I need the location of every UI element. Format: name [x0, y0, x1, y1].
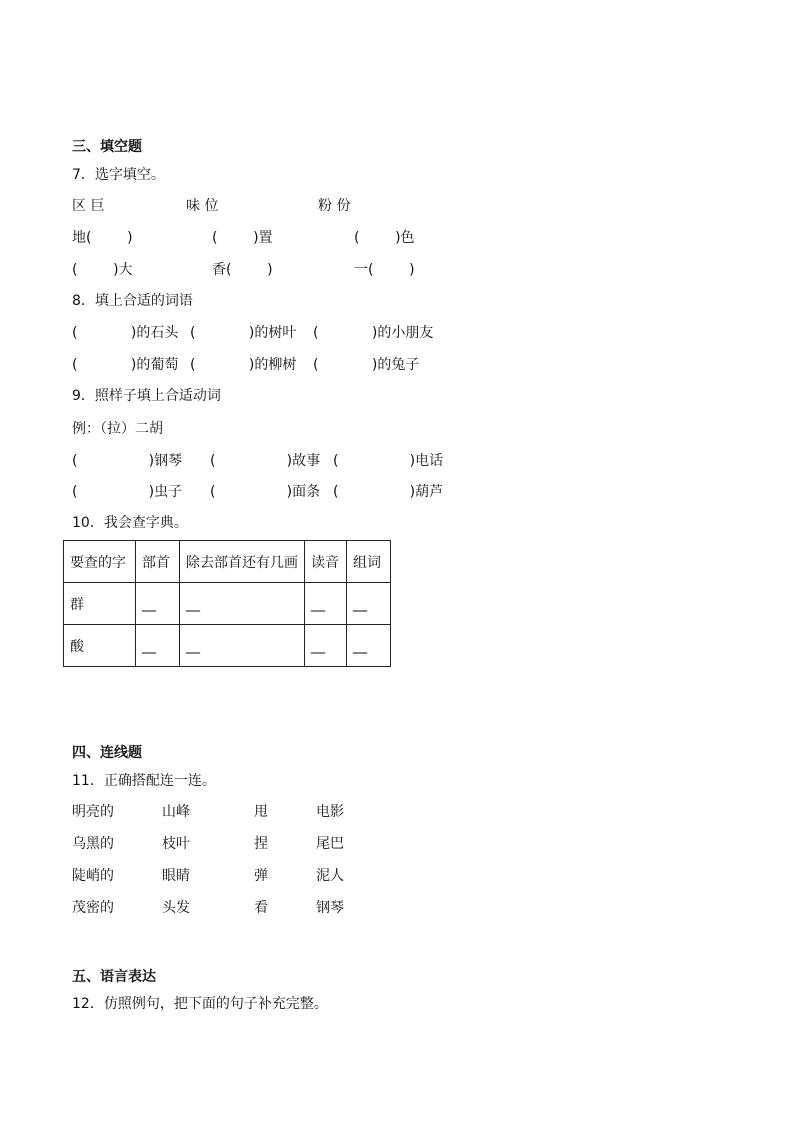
question-10-title: 10．我会查字典。: [72, 515, 188, 531]
cell-blank[interactable]: __: [136, 625, 180, 667]
match-item-adj[interactable]: 茂密的: [72, 900, 114, 916]
q7-blank-r1-3[interactable]: ( )色: [354, 230, 415, 246]
q7-blank-r2-3[interactable]: 一( ): [354, 262, 415, 278]
q9-blank-r1-1[interactable]: ( )钢琴: [72, 453, 183, 469]
q8-blank-r1-1[interactable]: ( )的石头: [72, 325, 179, 341]
match-item-object[interactable]: 尾巴: [316, 836, 344, 852]
section-title-matching: 四、连线题: [72, 745, 142, 761]
q7-pair-1: 区 巨: [72, 198, 105, 214]
match-item-adj[interactable]: 乌黑的: [72, 836, 114, 852]
table-row: [64, 625, 391, 667]
match-item-object[interactable]: 电影: [316, 804, 344, 820]
q9-blank-r1-2[interactable]: ( )故事: [210, 453, 321, 469]
table-row: [64, 583, 391, 625]
match-item-verb[interactable]: 捏: [254, 836, 268, 852]
q9-blank-r2-2[interactable]: ( )面条: [210, 484, 321, 500]
q9-blank-r2-1[interactable]: ( )虫子: [72, 484, 183, 500]
question-12-title: 12．仿照例句，把下面的句子补充完整。: [72, 996, 328, 1012]
match-item-object[interactable]: 泥人: [316, 868, 344, 884]
q9-blank-r1-3[interactable]: ( )电话: [333, 453, 444, 469]
q8-blank-r2-3[interactable]: ( )的兔子: [313, 357, 420, 373]
header-char: 要查的字: [64, 541, 136, 583]
q7-pair-3: 粉 份: [318, 198, 351, 214]
match-item-object[interactable]: 钢琴: [316, 900, 344, 916]
match-item-verb[interactable]: 弹: [254, 868, 268, 884]
cell-blank[interactable]: __: [347, 583, 391, 625]
q8-blank-r1-2[interactable]: ( )的树叶: [190, 325, 297, 341]
q7-blank-r2-1[interactable]: ( )大: [72, 262, 133, 278]
q9-example: 例：（拉）二胡: [72, 421, 163, 437]
match-item-noun[interactable]: 眼睛: [162, 868, 190, 884]
q7-pair-2: 味 位: [186, 198, 219, 214]
match-item-adj[interactable]: 明亮的: [72, 804, 114, 820]
q7-blank-r1-1[interactable]: 地( ): [72, 230, 133, 246]
q7-blank-r1-2[interactable]: ( )置: [212, 230, 273, 246]
dictionary-table: [63, 540, 391, 667]
header-radical: 部首: [136, 541, 180, 583]
q7-blank-r2-2[interactable]: 香( ): [212, 262, 273, 278]
match-item-noun[interactable]: 山峰: [162, 804, 190, 820]
header-strokes: 除去部首还有几画: [180, 541, 305, 583]
cell-blank[interactable]: __: [136, 583, 180, 625]
q8-blank-r2-1[interactable]: ( )的葡萄: [72, 357, 179, 373]
q9-blank-r2-3[interactable]: ( )葫芦: [333, 484, 444, 500]
match-item-verb[interactable]: 甩: [254, 804, 268, 820]
section-title-fill-blanks: 三、填空题: [72, 139, 142, 155]
header-word: 组词: [347, 541, 391, 583]
section-title-language-expression: 五、语言表达: [72, 969, 156, 985]
cell-blank[interactable]: __: [305, 583, 347, 625]
cell-blank[interactable]: __: [305, 625, 347, 667]
cell-char: 群: [64, 583, 136, 625]
match-item-noun[interactable]: 头发: [162, 900, 190, 916]
q8-blank-r1-3[interactable]: ( )的小朋友: [313, 325, 434, 341]
q8-blank-r2-2[interactable]: ( )的柳树: [190, 357, 297, 373]
question-9-title: 9．照样子填上合适动词: [72, 388, 221, 404]
cell-blank[interactable]: __: [180, 583, 305, 625]
table-header-row: [64, 541, 391, 583]
match-item-adj[interactable]: 陡峭的: [72, 868, 114, 884]
cell-blank[interactable]: __: [347, 625, 391, 667]
question-8-title: 8．填上合适的词语: [72, 293, 193, 309]
question-7-title: 7．选字填空。: [72, 167, 165, 183]
cell-char: 酸: [64, 625, 136, 667]
cell-blank[interactable]: __: [180, 625, 305, 667]
match-item-verb[interactable]: 看: [254, 900, 268, 916]
match-item-noun[interactable]: 枝叶: [162, 836, 190, 852]
question-11-title: 11．正确搭配连一连。: [72, 773, 216, 789]
header-pronunciation: 读音: [305, 541, 347, 583]
